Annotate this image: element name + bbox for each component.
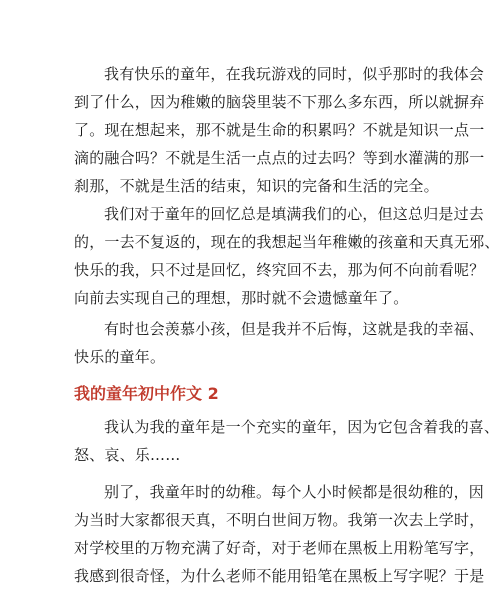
paragraph-line: 我认为我的童年是一个充实的童年，因为它包含着我的喜、 bbox=[104, 418, 500, 436]
paragraph-line: 到了什么，因为稚嫩的脑袋里装不下那么多东西，所以就摒弃 bbox=[74, 93, 485, 111]
paragraph-line: 快乐的童年。 bbox=[74, 348, 166, 366]
section-heading: 我的童年初中作文 2 bbox=[74, 384, 219, 403]
paragraph-4 bbox=[74, 413, 500, 469]
paragraph-2 bbox=[74, 200, 500, 312]
paragraph-line: 我们对于童年的回忆总是填满我们的心，但这总归是过去 bbox=[104, 205, 485, 223]
paragraph-line: 了。现在想起来，那不就是生命的积累吗？不就是知识一点一 bbox=[74, 121, 485, 139]
paragraph-line: 的，一去不复返的，现在的我想起当年稚嫩的孩童和天真无邪、 bbox=[74, 233, 500, 251]
paragraph-line: 有时也会羡慕小孩，但是我并不后悔，这就是我的幸福、 bbox=[104, 320, 485, 338]
paragraph-5 bbox=[74, 478, 485, 590]
paragraph-line: 刹那，不就是生活的结束，知识的完备和生活的完全。 bbox=[74, 177, 439, 195]
paragraph-line: 向前去实现自己的理想，那时就不会遗憾童年了。 bbox=[74, 289, 409, 307]
paragraph-line: 快乐的我，只不过是回忆，终究回不去，那为何不向前看呢？ bbox=[74, 261, 485, 279]
paragraph-line: 我有快乐的童年，在我玩游戏的同时，似乎那时的我体会 bbox=[104, 65, 485, 83]
paragraph-line: 滴的融合吗？不就是生活一点点的过去吗？等到水灌满的那一 bbox=[74, 149, 485, 167]
paragraph-line: 对学校里的万物充满了好奇，对于老师在黑板上用粉笔写字， bbox=[74, 539, 485, 557]
paragraph-line: 我感到很奇怪，为什么老师不能用铅笔在黑板上写字呢？于是 bbox=[74, 567, 485, 585]
paragraph-3 bbox=[74, 315, 485, 371]
paragraph-line: 为当时大家都很天真，不明白世间万物。我第一次去上学时， bbox=[74, 511, 485, 529]
paragraph-line: 怒、哀、乐…… bbox=[74, 446, 181, 464]
paragraph-1 bbox=[74, 60, 485, 200]
paragraph-line: 别了，我童年时的幼稚。每个人小时候都是很幼稚的，因 bbox=[104, 483, 485, 501]
